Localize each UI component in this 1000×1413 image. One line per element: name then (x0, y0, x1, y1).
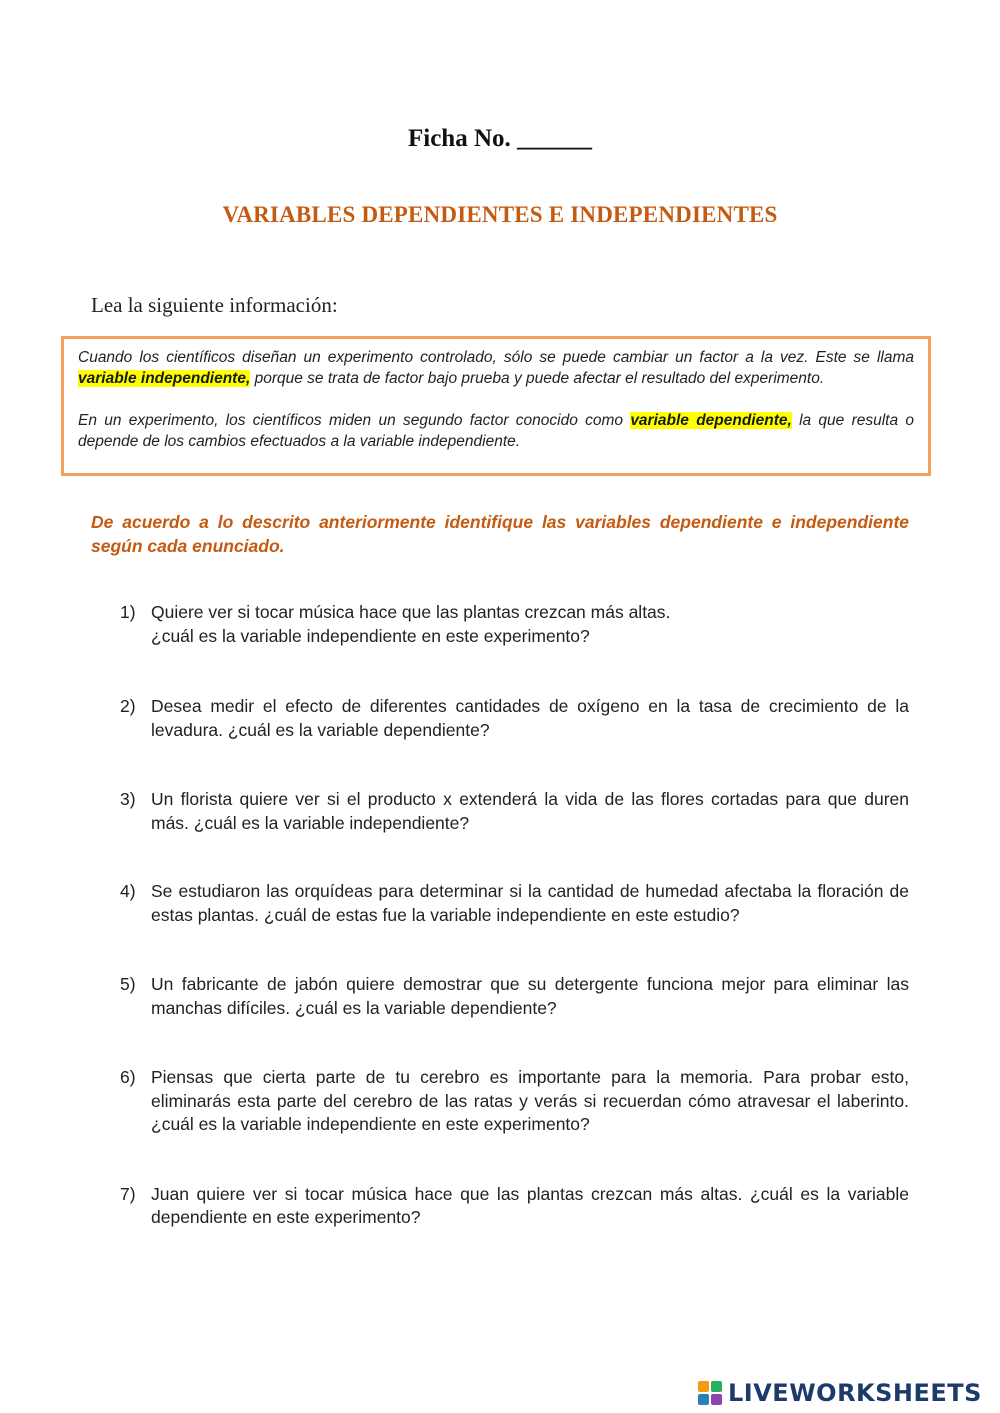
exercise-instructions: De acuerdo a lo descrito anteriormente identifique las variables dependiente e independiente según cada enunciado. (91, 512, 909, 556)
question-number: 1) (120, 602, 136, 622)
logo-squares-icon (698, 1381, 722, 1405)
highlight-independent-variable: variable independiente, (78, 370, 251, 387)
question-text: Juan quiere ver si tocar música hace que las plantas crezcan más altas. ¿cuál es la variable dependiente en este experimento? (151, 1183, 909, 1227)
reading-instruction: Lea la siguiente información: (91, 293, 338, 317)
logo-square-icon (711, 1381, 722, 1392)
logo-square-icon (698, 1394, 709, 1405)
question-item-6 (120, 1066, 909, 1137)
question-item-2 (120, 695, 909, 742)
question-text-line: Quiere ver si tocar música hace que las plantas crezcan más altas. (151, 602, 671, 622)
info-paragraph-independent (78, 347, 914, 389)
info-text: porque se trata de factor bajo prueba y puede afectar el resultado del experimento. (250, 370, 825, 387)
question-number: 4) (120, 881, 136, 901)
info-box (61, 336, 931, 476)
logo-square-icon (698, 1381, 709, 1392)
question-text-line: ¿cuál es la variable independiente en este experimento? (151, 625, 590, 646)
worksheet-number-label: Ficha No. ______ (407, 125, 593, 152)
question-item-7 (120, 1183, 909, 1230)
question-text: Un florista quiere ver si el producto x extenderá la vida de las flores cortadas para que duren más. ¿cuál es la variable independiente? (151, 789, 909, 833)
question-item-1 (120, 601, 909, 648)
question-text: Piensas que cierta parte de tu cerebro es importante para la memoria. Para probar esto, eliminarás esta parte del cerebro de las ratas y verás si recuerdan cómo atravesar el laberinto. ¿cuál es la variable independiente en este experimento? (151, 1067, 909, 1134)
question-number: 3) (120, 789, 136, 809)
question-item-5 (120, 973, 909, 1020)
question-number: 5) (120, 974, 136, 994)
question-number: 6) (120, 1067, 136, 1087)
question-text: Desea medir el efecto de diferentes cantidades de oxígeno en la tasa de crecimiento de la levadura. ¿cuál es la variable dependiente? (151, 696, 909, 740)
logo-text: LIVEWORKSHEETS (728, 1379, 982, 1407)
question-item-4 (120, 880, 909, 927)
liveworksheets-logo (698, 1378, 982, 1408)
highlight-dependent-variable: variable dependiente, (630, 412, 792, 429)
info-paragraph-dependent (78, 410, 914, 452)
question-number: 7) (120, 1183, 136, 1204)
page-title: VARIABLES DEPENDIENTES E INDEPENDIENTES (222, 202, 778, 227)
question-number: 2) (120, 696, 136, 716)
question-list (120, 601, 909, 1230)
question-item-3 (120, 788, 909, 835)
question-text: Un fabricante de jabón quiere demostrar que su detergente funciona mejor para eliminar las manchas difíciles. ¿cuál es la variable dependiente? (151, 974, 909, 1018)
logo-square-icon (711, 1394, 722, 1405)
question-text: Se estudiaron las orquídeas para determinar si la cantidad de humedad afectaba la floración de estas plantas. ¿cuál de estas fue la variable independiente en este estudio? (151, 881, 909, 925)
question-text (151, 601, 909, 648)
info-text: Cuando los científicos diseñan un experimento controlado, sólo se puede cambiar un factor a la vez. Este se llama (78, 349, 914, 366)
info-text: la que resulta o depende de los cambios efectuados a la variable independiente. (78, 412, 915, 450)
info-text: En un experimento, los científicos miden un segundo factor conocido como (78, 412, 631, 429)
